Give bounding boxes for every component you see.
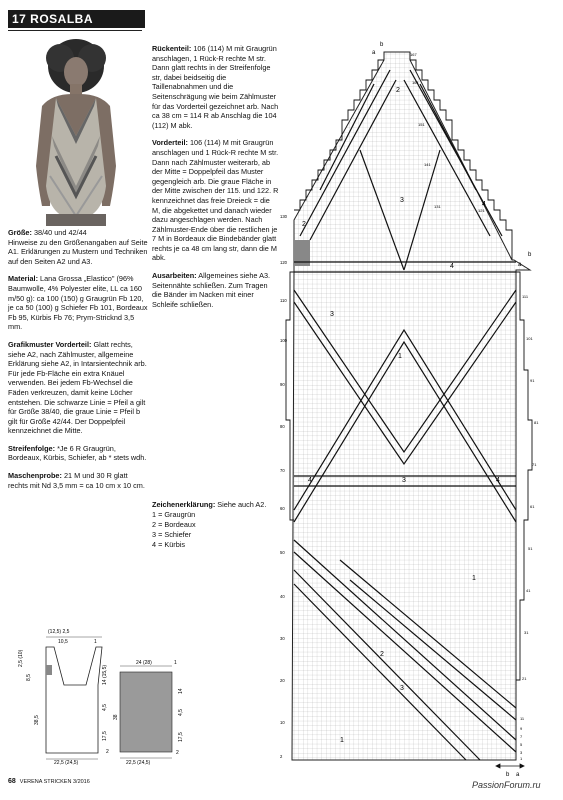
right-row-label: 1	[520, 756, 523, 761]
front-right-a-label: 14 (15,5)	[102, 664, 108, 685]
right-row-label: 31	[524, 630, 529, 635]
region-number: 3	[402, 477, 406, 484]
row-label: 70	[280, 468, 285, 473]
row-label: 40	[280, 594, 285, 599]
front-right-b-label: 4,5	[102, 704, 108, 711]
region-number: 4	[482, 201, 486, 208]
back-top-r-label: 1	[174, 660, 177, 666]
magazine-name: VERENA STRICKEN 3/2016	[19, 779, 90, 785]
row-label: 60	[280, 506, 285, 511]
marker-b: b	[380, 42, 384, 48]
right-row-label: 121	[478, 208, 485, 213]
region-number: 2	[396, 87, 400, 94]
front-left-main-label: 38,5	[34, 715, 40, 725]
legend-item: 2 = Bordeaux	[152, 520, 196, 529]
right-row-label: 61	[530, 504, 535, 509]
front-top2-label: 10,5	[58, 639, 68, 645]
free-triangle-marker	[46, 665, 52, 675]
region-number: 3	[400, 685, 404, 692]
back-schematic	[112, 660, 192, 765]
front-schematic	[14, 625, 114, 765]
row-label: 50	[280, 550, 285, 555]
back-top-label: 24 (28)	[136, 660, 152, 666]
back-left-label: 38	[113, 714, 119, 720]
back-bottom-label: 22,5 (24,5)	[126, 760, 151, 765]
marker-a-right: a	[518, 262, 522, 268]
legend-item: 1 = Graugrün	[152, 510, 196, 519]
row-label: 120	[280, 260, 287, 265]
front-left-top2-label: 8,5	[26, 674, 32, 681]
region-number: 1	[398, 353, 402, 360]
title-rule	[8, 30, 142, 31]
middle-column-text	[152, 44, 279, 317]
front-top-label: (12,5) 2,5	[48, 629, 70, 635]
front-right-d-label: 2	[106, 749, 109, 755]
maschenprobe-section: Maschenprobe: 21 M und 30 R glatt rechts mit Nd 3,5 mm = ca 10 cm x 10 cm.	[8, 471, 145, 490]
row-label: 10	[280, 720, 285, 725]
marker-a: a	[372, 50, 376, 56]
right-row-label: 131	[434, 204, 441, 209]
region-number: 3	[400, 197, 404, 204]
watermark: PassionForum.ru	[472, 780, 541, 790]
right-row-label: 81	[534, 420, 539, 425]
region-number: 4	[308, 477, 312, 484]
row-label: 130	[280, 214, 287, 219]
right-row-label: 11	[520, 716, 525, 721]
marker-b-right: b	[528, 252, 532, 258]
right-row-label: 141	[424, 162, 431, 167]
legend	[152, 500, 279, 550]
row-label: 2	[280, 754, 283, 759]
row-label: 20	[280, 678, 285, 683]
ausarbeiten-section: Ausarbeiten: Allgemeines siehe A3. Seitennähte schließen. Zum Tragen die Bänder im Nacken mit einer Schleife schließen.	[152, 271, 271, 309]
row-label: 90	[280, 382, 285, 387]
right-row-label: 71	[532, 462, 537, 467]
page-footer	[8, 778, 90, 785]
front-top3-label: 1	[94, 639, 97, 645]
legend-item: 3 = Schiefer	[152, 530, 192, 539]
legend-heading: Zeichenerklärung: Siehe auch A2.	[152, 500, 267, 509]
back-right-d-label: 14	[178, 688, 184, 694]
knitting-chart	[280, 40, 560, 780]
marker-b-bottom: b	[506, 772, 510, 778]
right-row-label: 101	[526, 336, 533, 341]
model-photo	[12, 36, 142, 226]
region-number: 1	[472, 575, 476, 582]
right-row-label: 167	[410, 52, 417, 57]
front-bottom-label: 22,5 (24,5)	[54, 760, 79, 765]
center-double-arrow	[496, 764, 524, 768]
front-right-c-label: 17,5	[102, 731, 108, 741]
region-number: 1	[340, 737, 344, 744]
rueckenteil-section: Rückenteil: 106 (114) M mit Graugrün anschlagen, 1 Rück-R rechte M str. Dann glatt rechts in der Streifenfolge str, dabei beidseitig die Taillenabnahmen und die Seitenschrägung wie beim Zählmuster für das Vorderteil gezeichnet arb. Nach ca 38 cm = 114 R ab Anschlag die 104 (112) M abk.	[152, 44, 279, 130]
back-right-a-label: 4,5	[178, 709, 184, 716]
back-right-c-label: 2	[176, 750, 179, 756]
row-label: 100	[280, 338, 287, 343]
streifen-section: Streifenfolge: *Je 6 R Graugrün, Bordeaux, Kürbis, Schiefer, ab * stets wdh.	[8, 443, 147, 463]
row-labels	[280, 214, 288, 759]
legend-item: 4 = Kürbis	[152, 540, 186, 549]
right-row-label: 3	[520, 750, 523, 755]
row-label: 110	[280, 298, 287, 303]
right-row-label: 51	[528, 546, 533, 551]
back-right-b-label: 17,5	[178, 732, 184, 742]
right-row-label: 9	[520, 726, 523, 731]
chart-grid-shape	[292, 52, 530, 760]
right-row-label: 21	[522, 676, 527, 681]
front-left-top-label: 2,5 (10)	[18, 649, 24, 667]
right-row-label: 161	[412, 80, 419, 85]
pattern-title: 17 ROSALBA	[8, 10, 145, 28]
right-row-label: 5	[520, 742, 523, 747]
region-number: 4	[496, 477, 500, 484]
right-row-label: 91	[530, 378, 535, 383]
right-row-label: 111	[522, 294, 529, 299]
front-outline	[46, 647, 102, 753]
back-panel	[120, 672, 172, 752]
region-number: 2	[380, 651, 384, 658]
right-row-label: 7	[520, 734, 523, 739]
marker-a-bottom: a	[516, 772, 520, 778]
grafik-section: Grafikmuster Vorderteil: Glatt rechts, siehe A2, nach Zählmuster, allgemeine Erklärung siehe A2, in Intarsientechnik arb. Für jede Fb-Fläche ein extra Knäuel verwenden. Bei jedem Fb-Wechsel die Fäden verkreuzen, damit keine Löcher entstehen. Die schwarze Linie = Pfeil a gilt für Größe 38/40, die graue Linie = Pfeil b gilt für Größe 42/44. Der Doppelpfeil kennzeichnet die Mitte.	[8, 339, 147, 436]
row-label: 80	[280, 424, 285, 429]
region-number: 2	[302, 221, 306, 228]
right-row-label: 41	[526, 588, 531, 593]
region-number: 3	[330, 311, 334, 318]
size-section: Größe: 38/40 und 42/44 Hinweise zu den Größenangaben auf Seite A1. Erklärungen zu Mustern und Techniken auf den Seiten A2 und A3.	[8, 228, 148, 266]
left-column-text	[8, 228, 148, 498]
page-number: 68	[8, 778, 16, 785]
right-row-label: 151	[418, 122, 425, 127]
region-number: 4	[450, 263, 454, 270]
vorderteil-section: Vorderteil: 106 (114) M mit Graugrün anschlagen und 1 Rück-R rechte M str. Dann nach Zählmuster weiterarb, ab der Mitte = Doppelpfeil das Muster gegengleich arb. Die graue Fläche in der Mitte zwischen der 115. und 122. R kennzeichnet das freie Dreieck = die M, die abgekettet und danach wieder dazu angeschlagen werden. Nach Zählmuster-Ende über die restlichen je 7 M in Bordeaux die Bindebänder glatt rechts je ca 48 cm lang str, dann die M abk.	[152, 138, 279, 263]
row-label: 30	[280, 636, 285, 641]
material-section: Material: Lana Grossa „Elastico" (96% Baumwolle, 4% Polyester elite, LL ca 160 m/50 g): ca 100 (150) g Graugrün Fb 120, je ca 50 (100) g Schiefer Fb 101, Bordeaux Fb 95, Kürbis Fb 76; Prym-Stricknd 3,5 mm.	[8, 274, 148, 332]
